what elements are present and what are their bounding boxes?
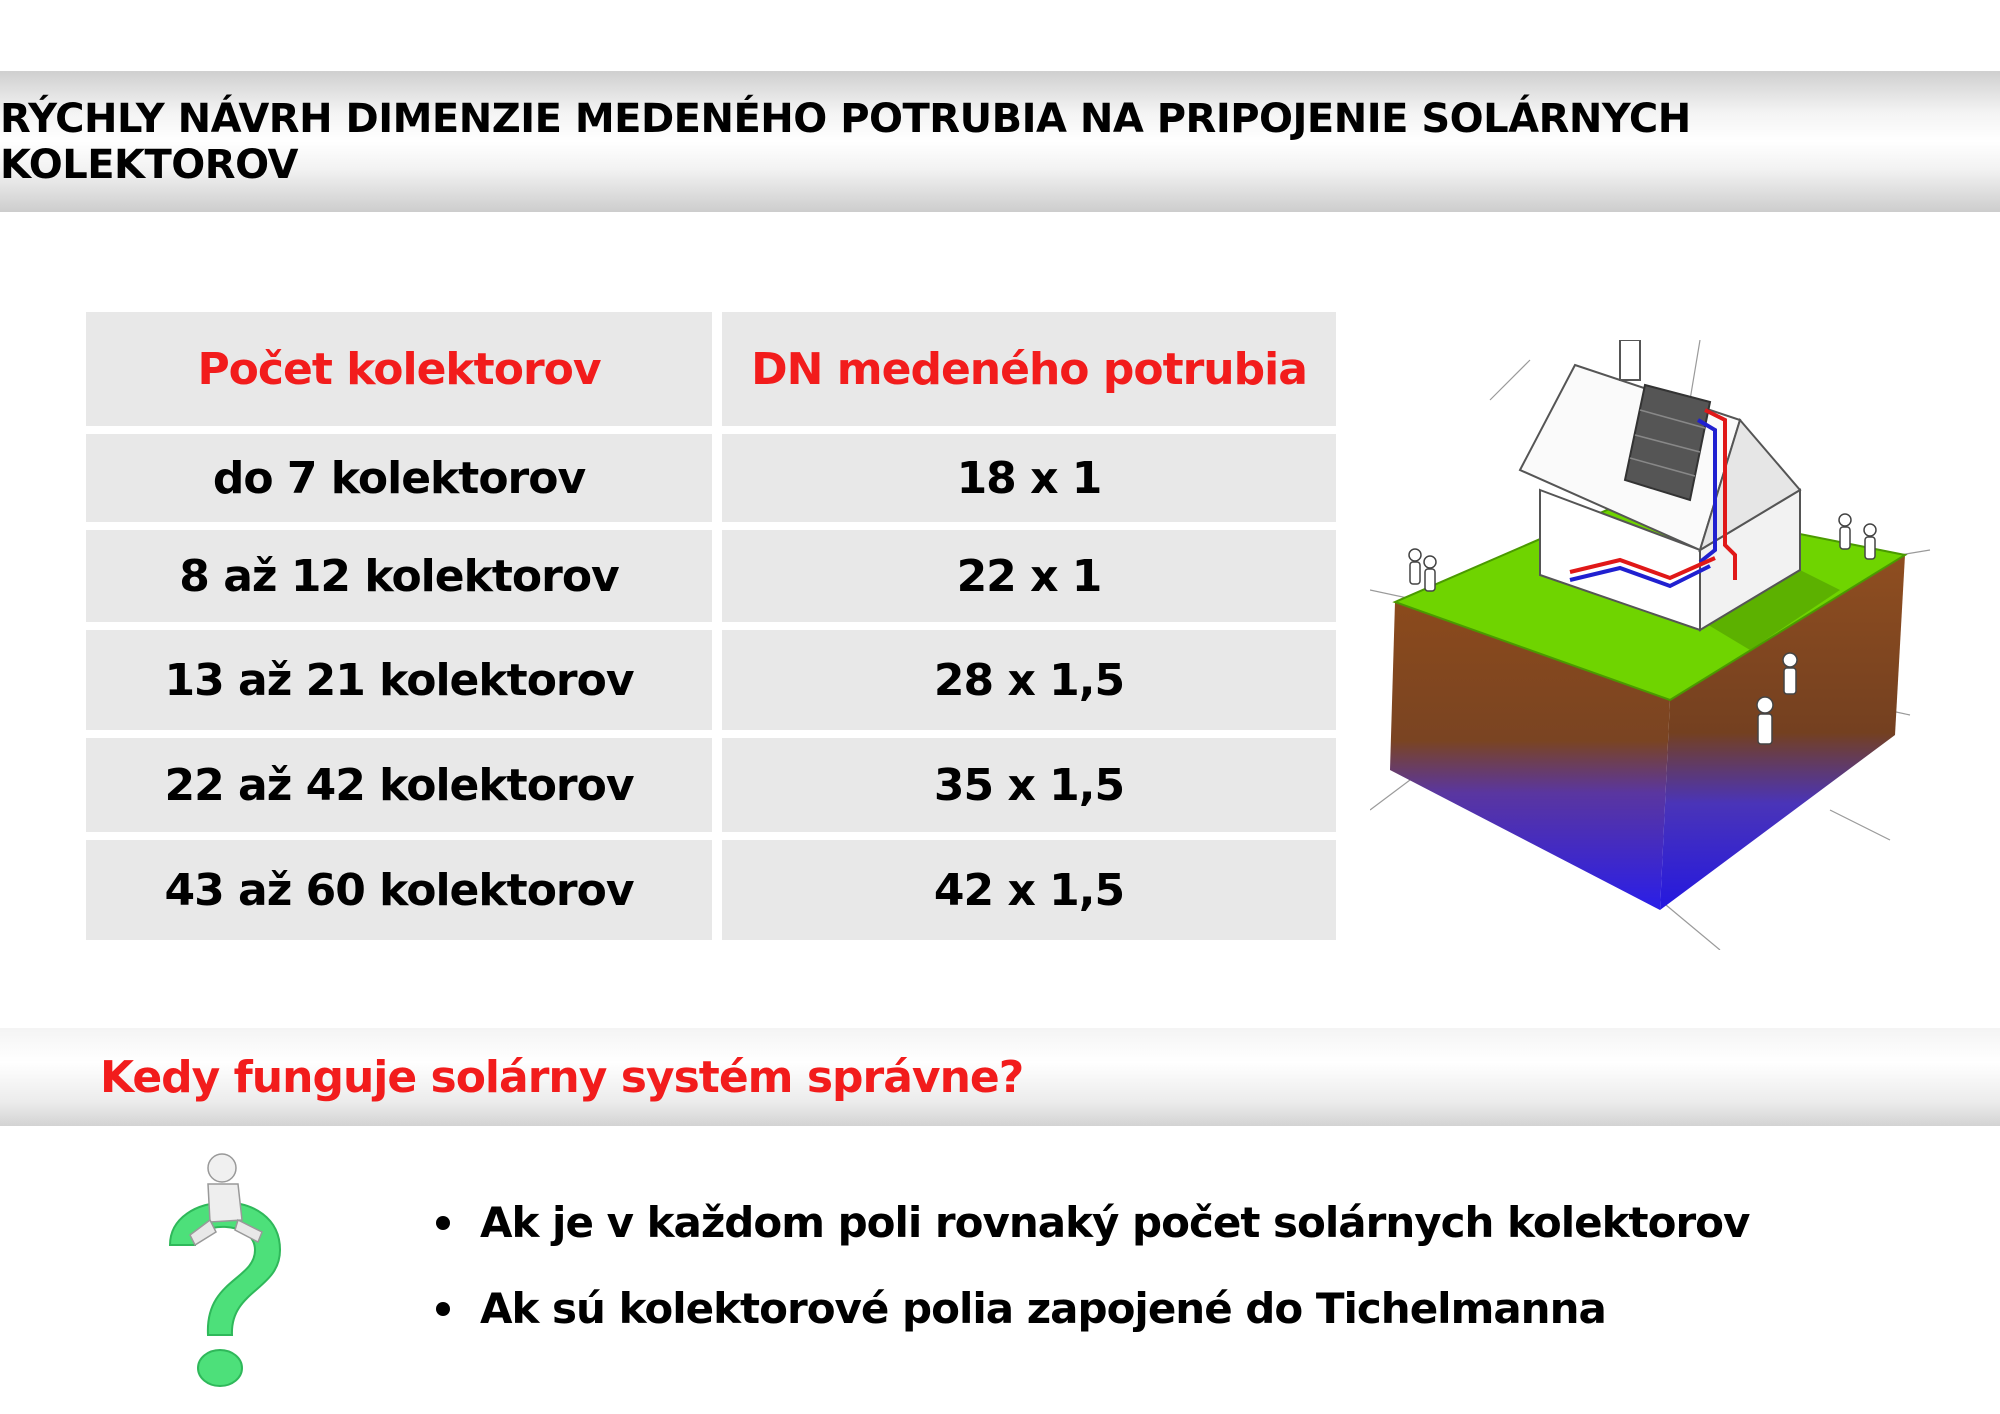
section-question: Kedy funguje solárny systém správne? [100, 1051, 1024, 1103]
table-row-1-dn: 18 x 1 [722, 434, 1336, 522]
table-row-5-count: 43 až 60 kolektorov [86, 840, 712, 940]
table-row-3-count: 13 až 21 kolektorov [86, 630, 712, 730]
list-item [430, 1266, 1749, 1352]
list-item-text: Ak sú kolektorové polia zapojené do Tichelmanna [480, 1284, 1606, 1333]
thinking-person-question-mark-icon [150, 1150, 300, 1390]
table-row-2-dn: 22 x 1 [722, 530, 1336, 622]
table-row-5-dn: 42 x 1,5 [722, 840, 1336, 940]
table-row-4-dn: 35 x 1,5 [722, 738, 1336, 832]
table-row-2-count: 8 až 12 kolektorov [86, 530, 712, 622]
table-row-4-count: 22 až 42 kolektorov [86, 738, 712, 832]
table-row-1-count: do 7 kolektorov [86, 434, 712, 522]
page-title: RÝCHLY NÁVRH DIMENZIE MEDENÉHO POTRUBIA NA PRIPOJENIE SOLÁRNYCH KOLEKTOROV [0, 95, 1691, 188]
bullet-icon [436, 1302, 450, 1316]
header-collector-count: Počet kolektorov [86, 312, 712, 426]
table-row-3-dn: 28 x 1,5 [722, 630, 1336, 730]
list-item-text: Ak je v každom poli rovnaký počet solárnych kolektorov [480, 1198, 1750, 1247]
pipe-dimension-table [86, 312, 1336, 940]
bullet-icon [436, 1216, 450, 1230]
requirements-list [430, 1180, 1749, 1352]
house-solar-diagram-icon [1370, 340, 1950, 950]
list-item [430, 1180, 1749, 1266]
header-pipe-dn: DN medeného potrubia [722, 312, 1336, 426]
